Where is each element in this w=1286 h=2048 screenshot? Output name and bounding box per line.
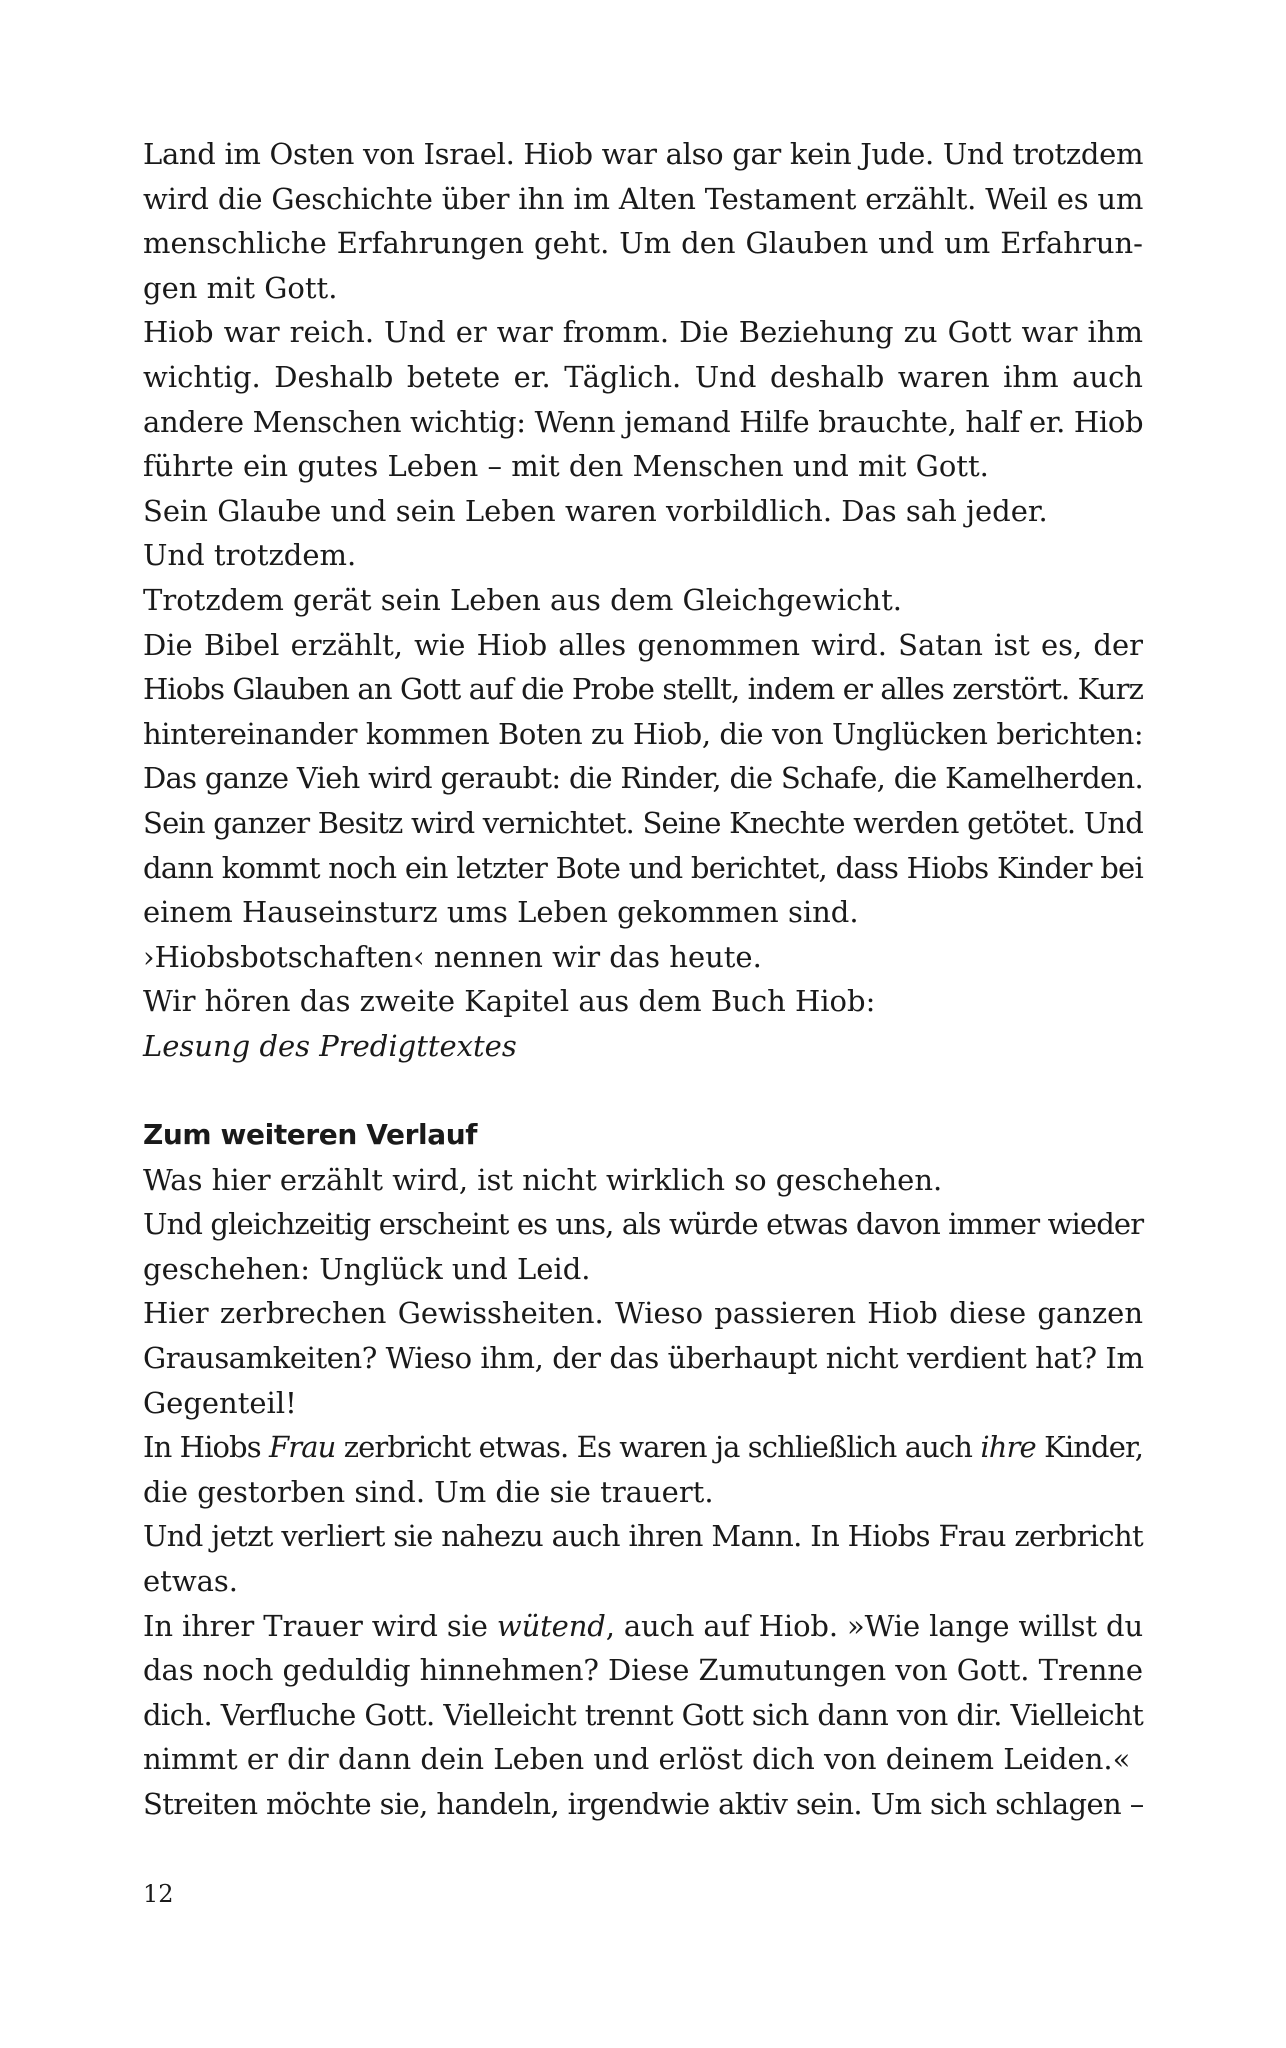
section-continuation-a <box>143 1158 1143 1426</box>
text-line: Und trotzdem. <box>143 538 357 573</box>
paragraph-line-wuetend: In ihrer Trauer wird sie wütend, auch auf Hiob. »Wie lange willst du <box>143 1608 1143 1643</box>
section-heading: Zum weiteren Verlauf <box>143 1118 478 1152</box>
text-line: Sein ganzer Besitz wird vernichtet. Seine Knechte werden getötet. Und <box>143 805 1143 840</box>
reading-note: Lesung des Predigttextes <box>143 1028 517 1063</box>
text-line: gen mit Gott. <box>143 270 338 305</box>
text-line: Hiobs Glauben an Gott auf die Probe stellt, indem er alles zerstört. Kurz <box>143 672 1143 707</box>
emphasis-frau: Frau <box>269 1430 336 1465</box>
text-line: andere Menschen wichtig: Wenn jemand Hilfe brauchte, half er. Hiob <box>143 404 1144 439</box>
text-line: Hiob war reich. Und er war fromm. Die Beziehung zu Gott war ihm <box>143 315 1143 350</box>
text-line: dich. Verfluche Gott. Vielleicht trennt Gott sich dann von dir. Vielleicht <box>143 1697 1144 1732</box>
text-line: etwas. <box>143 1564 239 1598</box>
text-line: Trotzdem gerät sein Leben aus dem Gleichgewicht. <box>143 582 902 617</box>
text-line: wichtig. Deshalb betete er. Täglich. Und deshalb waren ihm auch <box>143 359 1143 394</box>
page-body <box>143 132 1143 1827</box>
text-line: wird die Geschichte über ihn im Alten Testament erzählt. Weil es um <box>143 181 1144 216</box>
text-line: Das ganze Vieh wird geraubt: die Rinder, die Schafe, die Kamelherden. <box>143 761 1143 796</box>
section-intro <box>143 132 1143 1024</box>
text-line: Die Bibel erzählt, wie Hiob alles genommen wird. Satan ist es, der <box>143 627 1143 662</box>
emphasis-wuetend: wütend <box>496 1608 606 1643</box>
text-line: Und jetzt verliert sie nahezu auch ihren Mann. In Hiobs Frau zerbricht <box>143 1519 1143 1554</box>
page-number: 12 <box>143 1880 174 1908</box>
section-gap <box>143 1068 1143 1113</box>
paragraph-line-frau: In Hiobs Frau zerbricht etwas. Es waren ja schließlich auch ihre Kinder, <box>143 1430 1144 1465</box>
text-line: einem Hauseinsturz ums Leben gekommen sind. <box>143 895 859 930</box>
text-line: Land im Osten von Israel. Hiob war also gar kein Jude. Und trotzdem <box>143 137 1144 171</box>
section-continuation-c <box>143 1648 1143 1826</box>
text-line: geschehen: Unglück und Leid. <box>143 1251 591 1286</box>
text-line: das noch geduldig hinnehmen? Diese Zumutungen von Gott. Trenne <box>143 1653 1143 1688</box>
text-line: führte ein gutes Leben – mit den Menschen und mit Gott. <box>143 449 989 484</box>
text-line: Streiten möchte sie, handeln, irgendwie aktiv sein. Um sich schlagen – <box>143 1786 1144 1821</box>
section-continuation-b <box>143 1470 1143 1604</box>
emphasis-ihre: ihre <box>980 1430 1036 1465</box>
text-line: nimmt er dir dann dein Leben und erlöst dich von deinem Leiden.« <box>143 1742 1131 1777</box>
text-line: dann kommt noch ein letzter Bote und berichtet, dass Hiobs Kinder bei <box>143 850 1143 885</box>
text-line: die gestorben sind. Um die sie trauert. <box>143 1474 714 1509</box>
text-line: Gegenteil! <box>143 1385 297 1420</box>
text-line: Was hier erzählt wird, ist nicht wirklich so geschehen. <box>143 1162 943 1197</box>
text-line: Sein Glaube und sein Leben waren vorbildlich. Das sah jeder. <box>143 493 1048 528</box>
text-line: Hier zerbrechen Gewissheiten. Wieso passieren Hiob diese ganzen <box>143 1296 1143 1331</box>
text-line: ›Hiobsbotschaften‹ nennen wir das heute. <box>143 939 762 974</box>
text-line: Grausamkeiten? Wieso ihm, der das überhaupt nicht verdient hat? Im <box>143 1341 1144 1376</box>
text-line: Wir hören das zweite Kapitel aus dem Buch Hiob: <box>143 984 876 1019</box>
text-line: hintereinander kommen Boten zu Hiob, die von Unglücken berichten: <box>143 716 1144 751</box>
text-line: menschliche Erfahrungen geht. Um den Glauben und um Erfahrun- <box>143 226 1143 261</box>
text-line: Und gleichzeitig erscheint es uns, als würde etwas davon immer wieder <box>143 1207 1144 1242</box>
